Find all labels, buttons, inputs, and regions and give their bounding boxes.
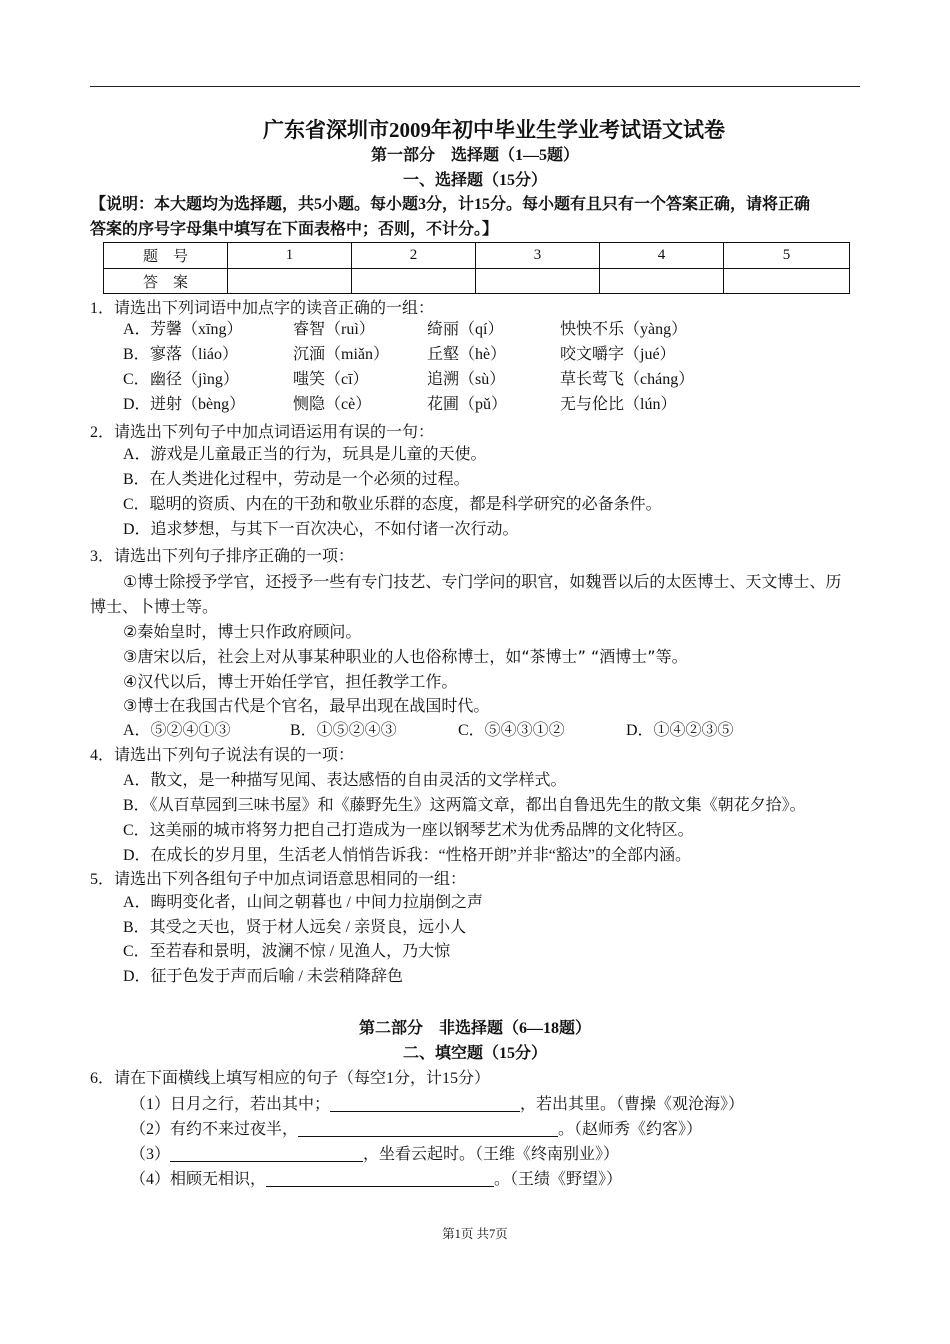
table-row [104,269,850,294]
q6-item-text-before: 日月之行，若出其中； [170,1096,331,1113]
q3-statement: ③博士在我国古代是个官名，最早出现在战国时代。 [123,696,490,715]
q2-option: D．追求梦想，与其下一百次决心，不如付诸一次行动。 [123,521,519,538]
q5-option: D．征于色发于声而后喻 / 未尝稍降辞色 [123,968,404,985]
q1-option-item: 追溯（sù） [427,371,506,388]
q6-item-source: （曹操《观沧海》） [616,1094,745,1113]
section2-heading: 二、填空题（15分） [402,1045,547,1062]
part1-heading: 第一部分 选择题（1—5题） [370,147,579,164]
q6-item-number: （1） [130,1096,171,1113]
q2-option: B．在人类进化过程中，劳动是一个必须的过程。 [123,471,470,488]
q6-item-text-before: 有约不来过夜半， [170,1121,299,1138]
question-number-cell: 2 [352,243,476,269]
q1-option-item: 芳馨（xīng） [150,321,243,338]
q5-stem: 5．请选出下列各组句子中加点词语意思相同的一组： [90,871,467,888]
part2-heading: 第二部分 非选择题（6—18题） [358,1020,591,1037]
q3-option: C．⑤④③①② [458,722,565,739]
fill-blank [266,1170,494,1187]
q1-option-item: 幽径（jìng） [150,371,239,388]
question-number-label: 题 号 [104,243,228,269]
page-number-footer: 第1页 共7页 [442,1227,508,1241]
q6-item-text-after: 。 [494,1171,511,1188]
q6-item-source: （赵师秀《约客》） [574,1119,703,1138]
q1-option-item: 花圃（pǔ） [427,396,508,413]
q1-option-item: 恻隐（cè） [293,396,372,413]
q3-statement-continued: 博士、卜博士等。 [90,597,219,616]
q4-option: B．《从百草园到三味书屋》和《藤野先生》这两篇文章，都出自鲁迅先生的散文集《朝花夕拾》。 [123,797,806,814]
q6-item [130,1141,619,1166]
q4-option: D．在成长的岁月里，生活老人悄悄告诉我：“性格开朗”并非“豁达”的全部内涵。 [123,847,691,864]
q6-item-text-after: 。 [558,1121,575,1138]
q1-option-letter: D． [123,396,151,413]
fill-blank [170,1145,363,1162]
answer-table [103,242,850,294]
exam-title: 广东省深圳市2009年初中毕业生学业考试语文试卷 [263,118,725,142]
q6-item [130,1166,622,1191]
q3-statement: ②秦始皇时，博士只作政府顾问。 [123,622,362,641]
q6-item-number: （3） [130,1146,171,1163]
q6-item-source: （王绩《野望》） [510,1169,623,1188]
q6-item-number: （4） [130,1171,171,1188]
q4-option: A．散文，是一种描写见闻、表达感悟的自由灵活的文学样式。 [123,772,567,789]
q6-item-source: （王维《终南别业》） [475,1144,620,1163]
answer-cell [724,269,850,294]
answer-cell [352,269,476,294]
fill-blank [330,1095,520,1112]
answer-cell [228,269,352,294]
instructions-line-2: 答案的序号字母集中填写在下面表格中；否则，不计分。】 [90,221,499,238]
q6-item-text-after: ，若出其里。 [520,1096,617,1113]
question-number-cell: 3 [476,243,600,269]
q1-option-item: 怏怏不乐（yàng） [560,321,688,338]
q3-option: A．⑤②④①③ [123,722,231,739]
q2-option: A．游戏是儿童最正当的行为，玩具是儿童的天使。 [123,446,487,463]
q1-option-item: 沉湎（miǎn） [293,346,389,363]
q5-option: B．其受之天也，贤于材人远矣 / 亲贤良，远小人 [123,919,467,936]
q3-option: D．①④②③⑤ [626,722,734,739]
q1-option-item: 睿智（ruì） [293,321,375,338]
q3-stem: 3．请选出下列句子排序正确的一项： [90,548,355,565]
q6-stem: 6．请在下面横线上填写相应的句子（每空1分，计15分） [90,1070,491,1087]
q1-option-item: 寥落（liáo） [150,346,238,363]
q1-option-item: 草长莺飞（cháng） [560,371,695,388]
q6-item-text-before: 相顾无相识， [170,1171,267,1188]
answer-cell [476,269,600,294]
answer-cell [600,269,724,294]
q6-item-number: （2） [130,1121,171,1138]
q6-item [130,1116,702,1141]
table-row [104,243,850,269]
q3-statement: ①博士除授予学官，还授予一些有专门技艺、专门学问的职官，如魏晋以后的太医博士、天文博士、历 [123,572,842,591]
q1-option-item: 丘壑（hè） [427,346,507,363]
q6-item-text-after: ，坐看云起时。 [363,1146,476,1163]
q2-stem: 2．请选出下列句子中加点词语运用有误的一句： [90,424,435,441]
q1-option-item: 咬文嚼字（jué） [560,346,676,363]
question-number-cell: 4 [600,243,724,269]
q3-statement: ④汉代以后，博士开始任学官，担任教学工作。 [123,672,458,691]
q1-option-item: 嗤笑（cī） [293,371,369,388]
q1-option-item: 无与伦比（lún） [560,396,677,413]
q4-stem: 4．请选出下列句子说法有误的一项： [90,747,355,764]
q3-statement: ③唐宋以后，社会上对从事某种职业的人也俗称博士，如“茶博士” “酒博士”等。 [123,647,688,666]
q6-item [130,1091,744,1116]
q5-option: A．晦明变化者，山间之朝暮也 / 中间力拉崩倒之声 [123,894,484,911]
answer-label: 答 案 [104,269,228,294]
q2-option: C．聪明的资质、内在的干劲和敬业乐群的态度，都是科学研究的必备条件。 [123,496,662,513]
section1-heading: 一、选择题（15分） [402,172,547,189]
question-number-cell: 1 [228,243,352,269]
question-number-cell: 5 [724,243,850,269]
instructions-line-1: 【说明：本大题均为选择题，共5小题。每小题3分，计15分。每小题有且只有一个答案正确，请将正确 [90,196,811,213]
q1-option-item: 绮丽（qí） [427,321,504,338]
q4-option: C．这美丽的城市将努力把自己打造成为一座以钢琴艺术为优秀品牌的文化特区。 [123,822,694,839]
header-rule [90,86,860,87]
fill-blank [298,1120,558,1137]
q3-option: B．①⑤②④③ [290,722,397,739]
q1-option-letter: B． [123,346,150,363]
q1-option-letter: A． [123,321,151,338]
q5-option: C．至若春和景明，波澜不惊 / 见渔人，乃大惊 [123,943,451,960]
q1-option-item: 迸射（bèng） [150,396,246,413]
q1-stem: 1．请选出下列词语中加点字的读音正确的一组： [90,300,435,317]
q1-option-letter: C． [123,371,150,388]
